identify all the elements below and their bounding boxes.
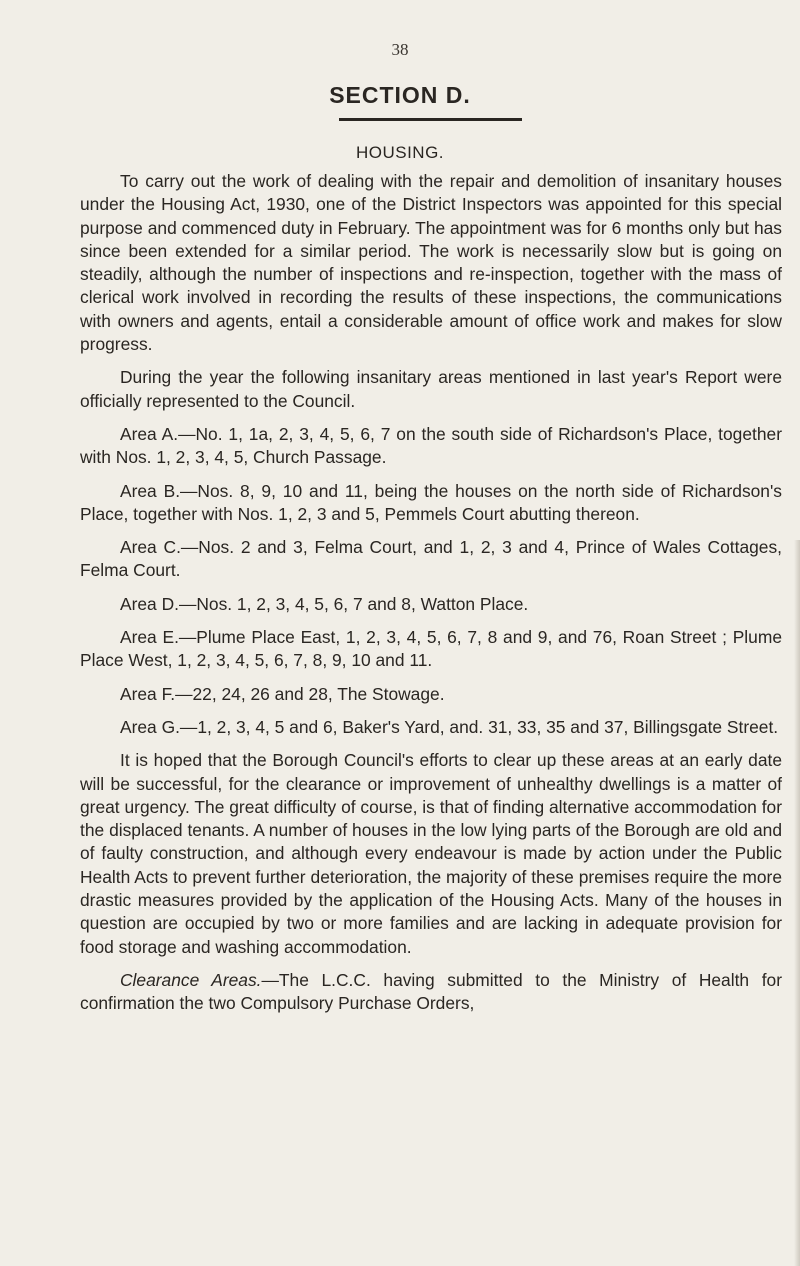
section-title: SECTION D.: [329, 82, 471, 108]
paragraph-area-d: Area D.—Nos. 1, 2, 3, 4, 5, 6, 7 and 8, Watton Place.: [120, 593, 529, 614]
heading-housing: HOUSING.: [355, 143, 445, 162]
page-edge-shadow: [794, 540, 800, 1266]
clearance-areas-text: —The L.C.C. having submitted to the Ministry of Health for confirmation the two Compulsory Purchase Orders,: [80, 969, 783, 1014]
clearance-areas-lead: Clearance Areas.: [120, 969, 262, 990]
paragraph-area-a: Area A.—No. 1, 1a, 2, 3, 4, 5, 6, 7 on the south side of Richardson's Place, together with Nos. 1, 2, 3, 4, 5, Church Passage.: [80, 423, 782, 468]
paragraph-area-e: Area E.—Plume Place East, 1, 2, 3, 4, 5, 6, 7, 8 and 9, and 76, Roan Street ; Plume Place West, 1, 2, 3, 4, 5, 6, 7, 8, 9, 10 and 11.: [80, 627, 782, 671]
paragraph-clearance-areas: [80, 969, 782, 1016]
paragraph-area-f: Area F.—22, 24, 26 and 28, The Stowage.: [120, 683, 445, 704]
section-title-underline: [339, 118, 522, 121]
paragraph-area-g: Area G.—1, 2, 3, 4, 5 and 6, Baker's Yard, and. 31, 33, 35 and 37, Billingsgate Street.: [120, 716, 779, 737]
page-number: 38: [391, 40, 409, 59]
paragraph-area-c: Area C.—Nos. 2 and 3, Felma Court, and 1, 2, 3 and 4, Prince of Wales Cottages, Felma Court.: [80, 537, 782, 581]
body-text: [80, 170, 782, 1026]
paragraph-intro: To carry out the work of dealing with the repair and demolition of insanitary houses under the Housing Act, 1930, one of the District Inspectors was appointed for this special purpose and commenced duty in February. The appointment was for 6 months only but has since been extended for a similar period. The work is necessarily slow but is going on steadily, although the number of inspections and re-inspection, together with the mass of clerical work involved in recording the results of these inspections, the communications with owners and agents, entail a considerable amount of office work and makes for slow progress.: [80, 171, 782, 355]
paragraph-areas-intro: During the year the following insanitary areas mentioned in last year's Report were officially represented to the Council.: [80, 367, 782, 411]
paragraph-borough-efforts: It is hoped that the Borough Council's efforts to clear up these areas at an early date will be successful, for the clearance or improvement of unhealthy dwellings is a matter of great urgency. The great difficulty of course, is that of finding alternative accommodation for the displaced tenants. A number of houses in the low lying parts of the Borough are old and of faulty construction, and although every endeavour is made by action under the Public Health Acts to prevent further deterioration, the majority of these premises require the more drastic measures provided by the application of the Housing Acts. Many of the houses in question are occupied by two or more families and are lacking in adequate provision for food storage and washing accommodation.: [80, 750, 782, 957]
paragraph-area-b: Area B.—Nos. 8, 9, 10 and 11, being the houses on the north side of Richardson's Place, together with Nos. 1, 2, 3 and 5, Pemmels Court abutting thereon.: [80, 480, 782, 524]
